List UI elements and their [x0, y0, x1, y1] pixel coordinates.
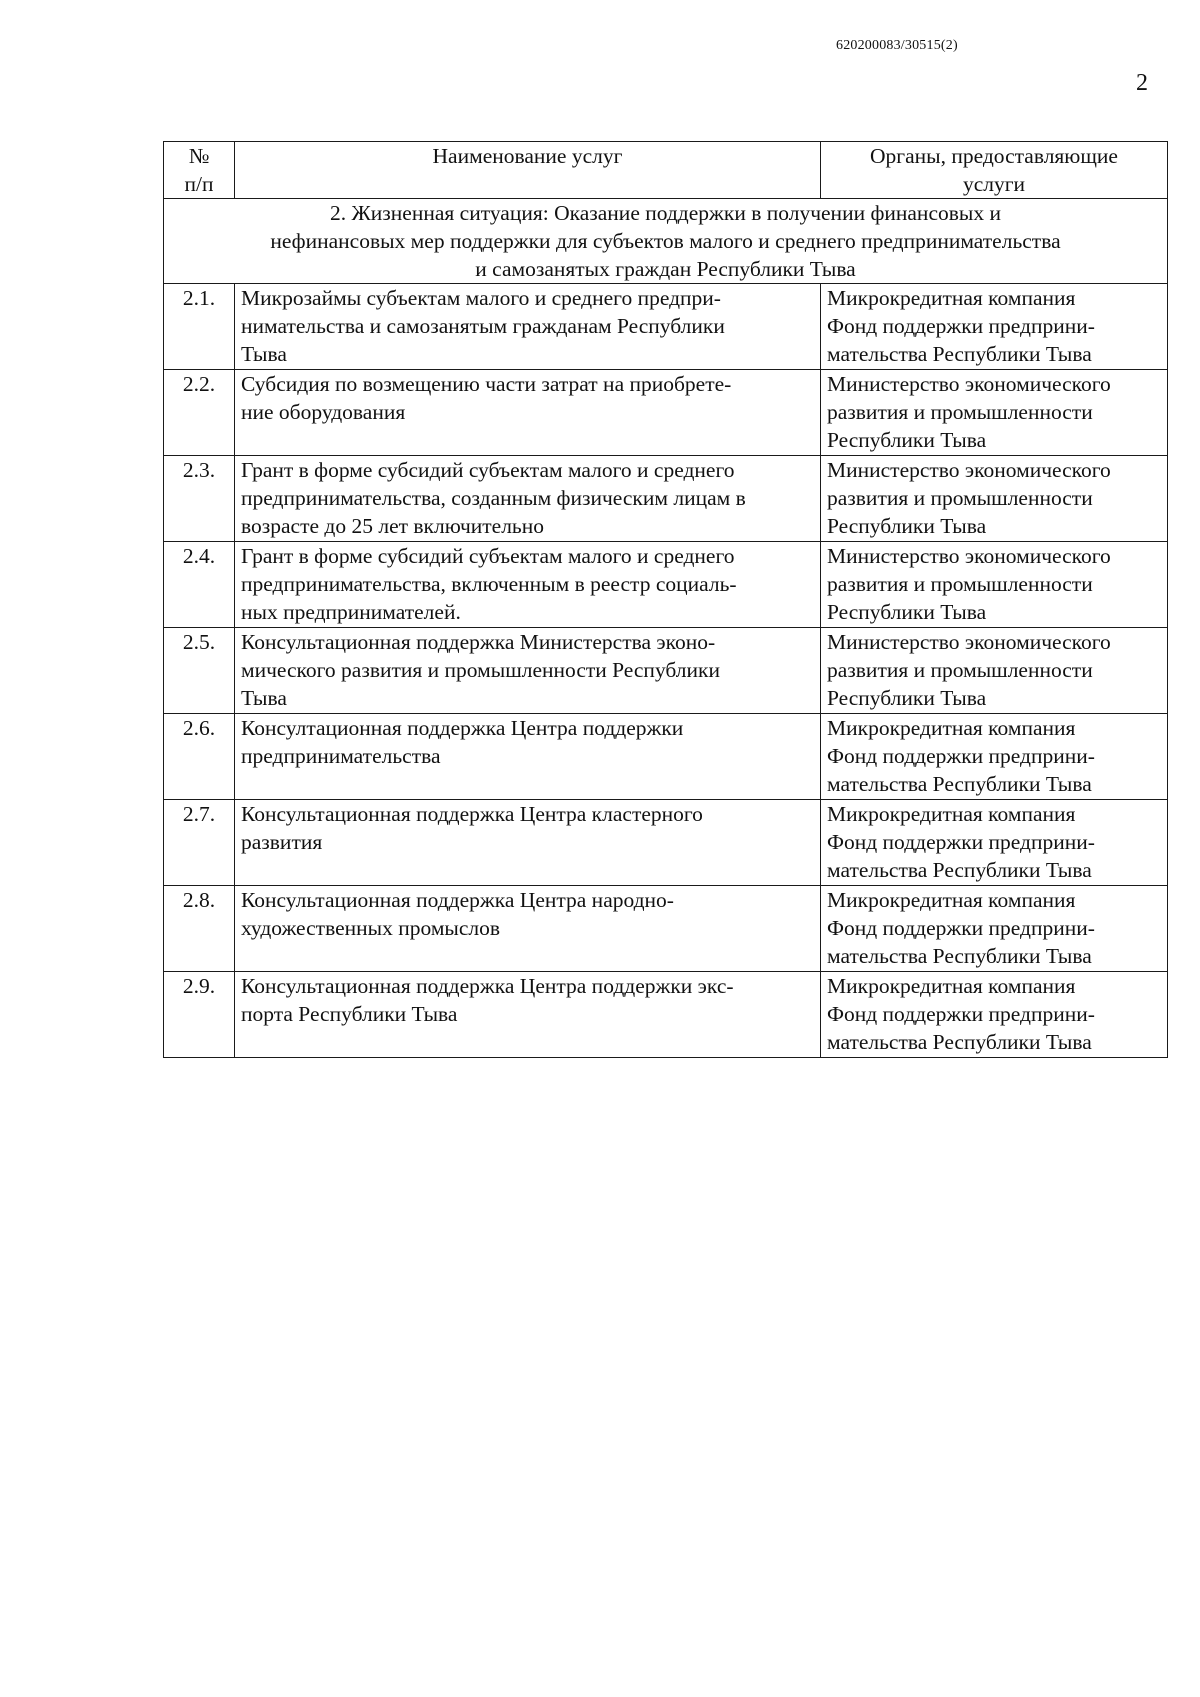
- table-row: [164, 800, 1168, 886]
- service-name: Консультационная поддержка Центра поддержки экс- порта Республики Тыва: [235, 972, 821, 1058]
- providing-body: Микрокредитная компания Фонд поддержки предприни- мательства Республики Тыва: [821, 886, 1168, 972]
- service-name: Консултационная поддержка Центра поддержки предпринимательства: [235, 714, 821, 800]
- table-row: [164, 972, 1168, 1058]
- row-number: 2.4.: [164, 542, 235, 628]
- services-table: [163, 141, 1168, 1058]
- service-name: Консультационная поддержка Центра народно- художественных промыслов: [235, 886, 821, 972]
- row-number: 2.1.: [164, 284, 235, 370]
- service-name: Консультационная поддержка Министерства эконо- мического развития и промышленности Республики Тыва: [235, 628, 821, 714]
- providing-body: Министерство экономического развития и промышленности Республики Тыва: [821, 628, 1168, 714]
- providing-body: Микрокредитная компания Фонд поддержки предприни- мательства Республики Тыва: [821, 972, 1168, 1058]
- table-row: [164, 542, 1168, 628]
- column-header-number: № п/п: [164, 142, 235, 199]
- row-number: 2.6.: [164, 714, 235, 800]
- row-number: 2.8.: [164, 886, 235, 972]
- row-number: 2.9.: [164, 972, 235, 1058]
- table-row: [164, 714, 1168, 800]
- document-code: 620200083/30515(2): [836, 38, 958, 53]
- providing-body: Микрокредитная компания Фонд поддержки предприни- мательства Республики Тыва: [821, 284, 1168, 370]
- row-number: 2.7.: [164, 800, 235, 886]
- service-name: Грант в форме субсидий субъектам малого и среднего предпринимательства, включенным в реестр социаль- ных предпринимателей.: [235, 542, 821, 628]
- section-title: 2. Жизненная ситуация: Оказание поддержки в получении финансовых и нефинансовых мер поддержки для субъектов малого и среднего предпринимательства и самозанятых граждан Республики Тыва: [164, 199, 1168, 284]
- service-name: Консультационная поддержка Центра кластерного развития: [235, 800, 821, 886]
- providing-body: Микрокредитная компания Фонд поддержки предприни- мательства Республики Тыва: [821, 714, 1168, 800]
- service-name: Грант в форме субсидий субъектам малого и среднего предпринимательства, созданным физическим лицам в возрасте до 25 лет включительно: [235, 456, 821, 542]
- row-number: 2.5.: [164, 628, 235, 714]
- page-number: 2: [1136, 70, 1148, 96]
- column-header-service-name: Наименование услуг: [235, 142, 821, 199]
- row-number: 2.3.: [164, 456, 235, 542]
- providing-body: Министерство экономического развития и промышленности Республики Тыва: [821, 456, 1168, 542]
- table-row: [164, 284, 1168, 370]
- table-row: [164, 628, 1168, 714]
- service-name: Субсидия по возмещению части затрат на приобрете- ние оборудования: [235, 370, 821, 456]
- row-number: 2.2.: [164, 370, 235, 456]
- providing-body: Микрокредитная компания Фонд поддержки предприни- мательства Республики Тыва: [821, 800, 1168, 886]
- providing-body: Министерство экономического развития и промышленности Республики Тыва: [821, 370, 1168, 456]
- table-row: [164, 886, 1168, 972]
- services-table-body: [164, 142, 1168, 1058]
- section-row: [164, 199, 1168, 284]
- table-header-row: [164, 142, 1168, 199]
- service-name: Микрозаймы субъектам малого и среднего предпри- нимательства и самозанятым гражданам Республики Тыва: [235, 284, 821, 370]
- column-header-providing-bodies: Органы, предоставляющие услуги: [821, 142, 1168, 199]
- table-row: [164, 456, 1168, 542]
- table-row: [164, 370, 1168, 456]
- providing-body: Министерство экономического развития и промышленности Республики Тыва: [821, 542, 1168, 628]
